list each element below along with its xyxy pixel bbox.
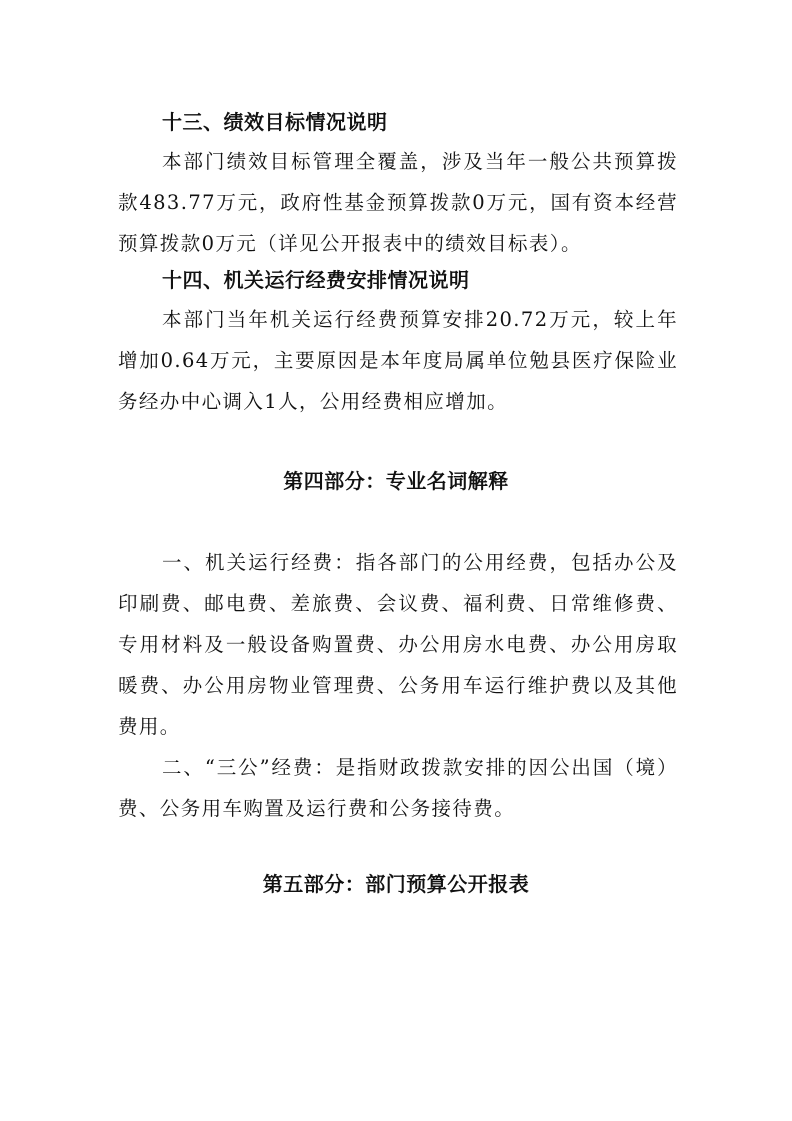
part-4-body — [118, 542, 678, 829]
section-14 — [118, 265, 678, 422]
glossary-item-2: 二、“三公”经费：是指财政拨款安排的因公出国（境）费、公务用车购置及运行费和公务接待费。 — [118, 756, 678, 820]
section-14-paragraph: 本部门当年机关运行经费预算安排20.72万元，较上年增加0.64万元，主要原因是本年度局属单位勉县医疗保险业务经办中心调入1人，公用经费相应增加。 — [118, 308, 678, 413]
glossary-item-1: 一、机关运行经费：指各部门的公用经费，包括办公及印刷费、邮电费、差旅费、会议费、福利费、日常维修费、专用材料及一般设备购置费、办公用房水电费、办公用房取暖费、办公用房物业管理费、公务用车运行维护费以及其他费用。 — [118, 551, 678, 738]
part-5-title: 第五部分：部门预算公开报表 — [262, 872, 530, 896]
section-14-heading: 十四、机关运行经费安排情况说明 — [162, 268, 470, 292]
section-13-heading: 十三、绩效目标情况说明 — [162, 110, 388, 134]
section-13-paragraph: 本部门绩效目标管理全覆盖，涉及当年一般公共预算拨款483.77万元，政府性基金预算拨款0万元，国有资本经营预算拨款0万元（详见公开报表中的绩效目标表）。 — [118, 150, 678, 255]
section-13 — [118, 107, 678, 264]
part-4-title: 第四部分：专业名词解释 — [283, 469, 509, 493]
